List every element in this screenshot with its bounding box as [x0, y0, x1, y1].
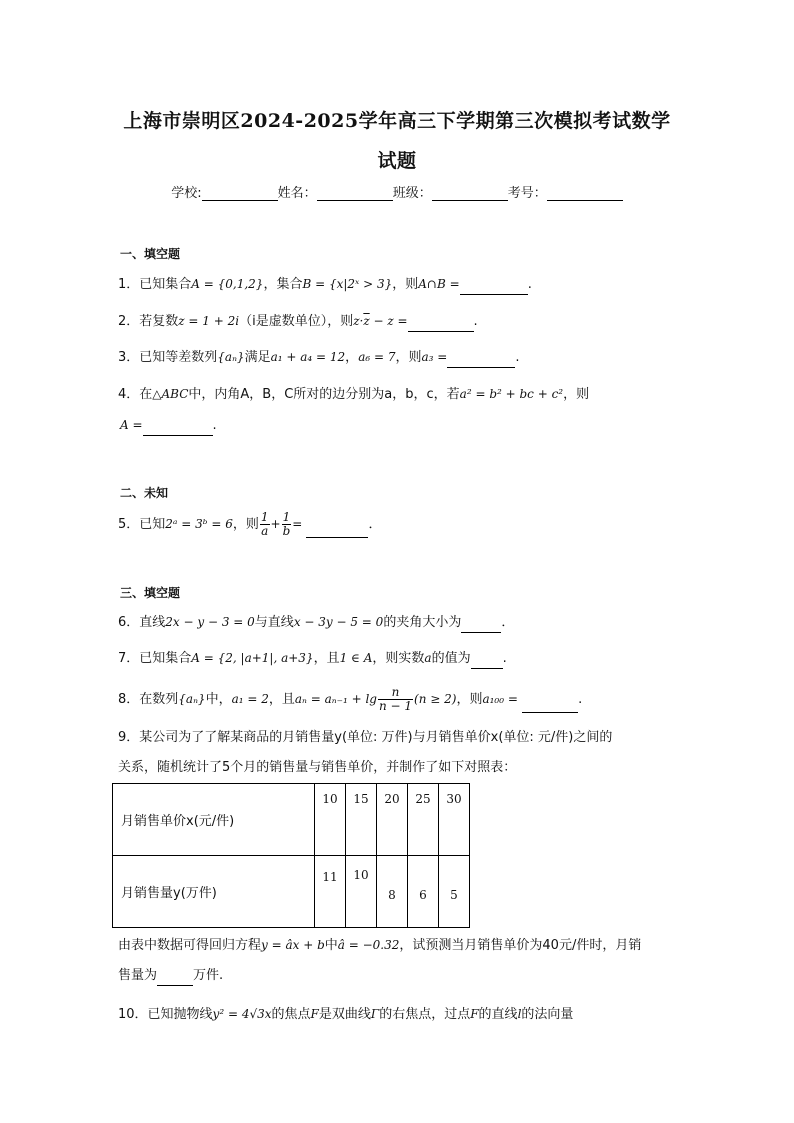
question-6: 6．直线2x − y − 3 = 0与直线x − 3y − 5 = 0的夹角大小为 ． [118, 612, 688, 633]
table-row [113, 856, 470, 928]
name-blank[interactable] [317, 187, 393, 201]
question-9-answer: 售量为 万件. [118, 966, 688, 986]
number-label: 考号： [507, 186, 547, 201]
question-9-line2: 关系，随机统计了5个月的销售量与销售单价，并制作了如下对照表： [118, 760, 517, 775]
page-title-continued: 试题 [377, 150, 417, 172]
question-9-line1: 9．某公司为了了解某商品的月销售量y(单位: 万件)与月销售单价x(单位: 元/件)之间的 [118, 730, 613, 745]
row-header: 月销售单价x(元/件) [113, 784, 315, 856]
school-label: 学校: [171, 186, 202, 201]
answer-blank[interactable] [461, 619, 501, 633]
number-blank[interactable] [547, 187, 623, 201]
question-5: 5．已知2ᵃ = 3ᵇ = 6，则 $\frac{1}{a}$ + $\frac{1}{b}$ = ． [118, 510, 382, 538]
question-4: 4．在△ABC中，内角A，B，C所对的边分别为a，b，c，若a² = b² + bc + c²，则 [118, 387, 590, 402]
question-8: 8．在数列{aₙ}中，a₁ = 2，且aₙ = aₙ₋₁ + lg $\frac{n}{n - 1}$ (n ≥ 2)，则a₁₀₀ = . [118, 685, 583, 713]
page-title: 上海市崇明区2024-2025学年高三下学期第三次模拟考试数学 [123, 110, 671, 132]
question-7: 7．已知集合A = {2, |a+1|, a+3}，且1 ∈ A，则实数a的值为 . [118, 648, 688, 669]
answer-blank[interactable] [522, 699, 578, 713]
section-heading: 三、填空题 [120, 586, 181, 600]
section-heading: 二、未知 [120, 486, 169, 500]
table-cell: 10 [346, 856, 377, 928]
answer-blank[interactable] [143, 422, 213, 436]
table-cell: 30 [439, 784, 470, 856]
answer-blank[interactable] [471, 655, 503, 669]
answer-blank[interactable] [306, 524, 368, 538]
question-1: 1．已知集合A = {0,1,2}，集合B = {x|2ˣ > 3}，则A∩B = . [118, 274, 688, 295]
name-label: 姓名： [277, 186, 317, 201]
class-blank[interactable] [432, 187, 508, 201]
question-9-after: 由表中数据可得回归方程y = âx + b中â = −0.32，试预测当月销售单价为40元/件时，月销 [118, 938, 642, 953]
student-info-line [0, 182, 794, 201]
answer-blank[interactable] [157, 972, 193, 986]
table-cell: 10 [315, 784, 346, 856]
table-cell: 25 [408, 784, 439, 856]
row-header: 月销售量y(万件) [113, 856, 315, 928]
question-10: 10．已知抛物线y² = 4√3x的焦点F是双曲线Γ的右焦点，过点F的直线l的法向量 [118, 1007, 574, 1022]
data-table [112, 783, 470, 928]
answer-blank[interactable] [408, 318, 474, 332]
table-cell: 8 [377, 856, 408, 928]
section-heading: 一、填空题 [120, 247, 181, 261]
question-4-answer: A = . [120, 415, 690, 436]
fraction: $\frac{1}{a}$ [260, 510, 269, 538]
table-cell: 11 [315, 856, 346, 928]
table-cell: 6 [408, 856, 439, 928]
table-cell: 15 [346, 784, 377, 856]
school-blank[interactable] [202, 187, 278, 201]
table-cell: 5 [439, 856, 470, 928]
answer-blank[interactable] [460, 281, 528, 295]
question-3: 3．已知等差数列{aₙ}满足a₁ + a₄ = 12，a₆ = 7，则a₃ = . [118, 347, 688, 368]
table-cell: 20 [377, 784, 408, 856]
fraction: $\frac{1}{b}$ [282, 510, 291, 538]
answer-blank[interactable] [447, 354, 515, 368]
table-row [113, 784, 470, 856]
class-label: 班级： [392, 186, 432, 201]
question-2: 2．若复数z = 1 + 2i（i是虚数单位），则$z\cdot\overline{z} - z$ = . [118, 311, 688, 332]
fraction: $\frac{n}{n - 1}$ [378, 685, 413, 713]
